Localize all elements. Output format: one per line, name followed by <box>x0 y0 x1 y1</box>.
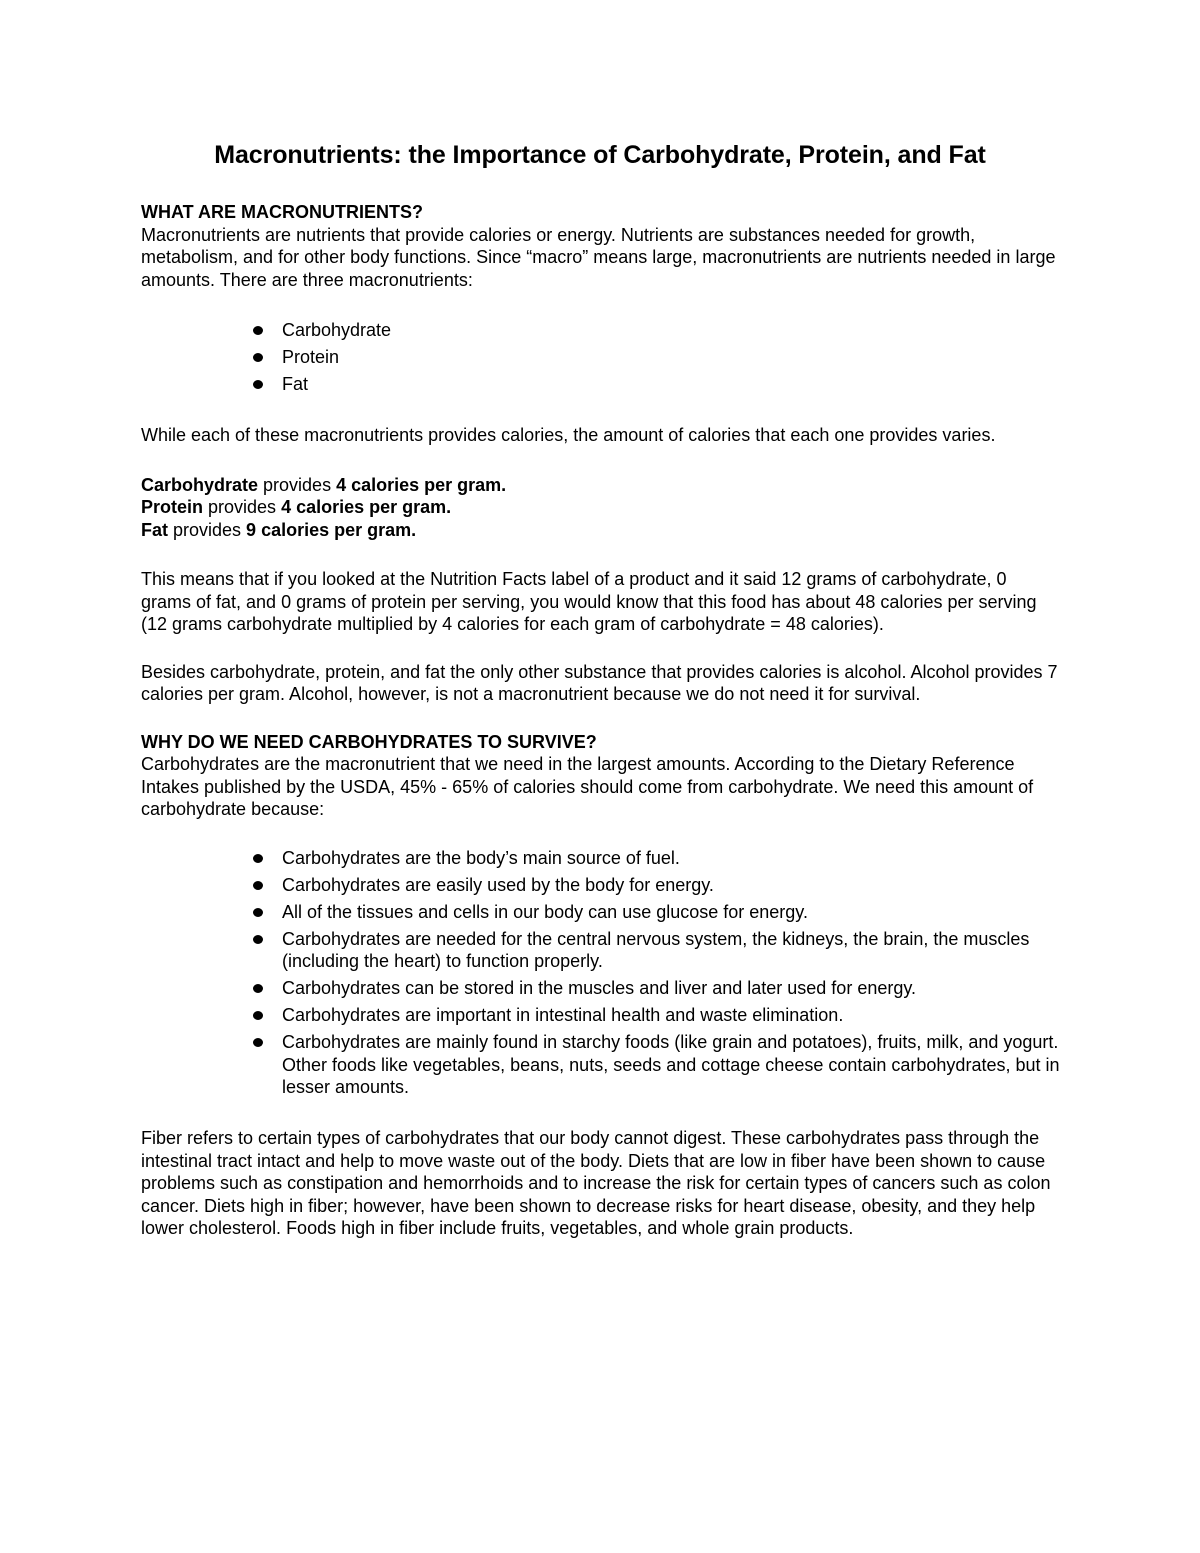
list-item: Protein <box>282 346 1061 369</box>
list-item: All of the tissues and cells in our body can use glucose for energy. <box>282 901 1061 924</box>
bullet-icon <box>253 854 263 863</box>
paragraph-intro: Macronutrients are nutrients that provide calories or energy. Nutrients are substances needed for growth, metabolism, and for other body functions. Since “macro” means large, macronutrients are nutrients needed in large amounts. There are three macronutrients: <box>141 224 1056 290</box>
paragraph-calories-vary: While each of these macronutrients provides calories, the amount of calories that each one provides varies. <box>141 425 996 445</box>
list-item: Fat <box>282 373 1061 396</box>
list-item: Carbohydrates are needed for the central nervous system, the kidneys, the brain, the muscles (including the heart) to function properly. <box>282 928 1061 973</box>
list-item: Carbohydrates can be stored in the muscles and liver and later used for energy. <box>282 977 1061 1000</box>
bullet-icon <box>253 984 263 993</box>
bullet-icon <box>253 1038 263 1047</box>
bullet-icon <box>253 935 263 944</box>
paragraph-fiber: Fiber refers to certain types of carbohydrates that our body cannot digest. These carbohydrates pass through the intestinal tract intact and help to move waste out of the body. Diets that are low in fiber have been shown to cause problems such as constipation and hemorrhoids and to increase the risk for certain types of cancers such as colon cancer. Diets high in fiber; however, have been shown to decrease risks for heart disease, obesity, and they help lower cholesterol. Foods high in fiber include fruits, vegetables, and whole grain products. <box>141 1128 1051 1238</box>
section-heading-carbohydrates: WHY DO WE NEED CARBOHYDRATES TO SURVIVE? <box>141 731 597 752</box>
carbohydrate-reasons-list <box>141 847 1061 1099</box>
list-item: Carbohydrates are important in intestinal health and waste elimination. <box>282 1004 1061 1027</box>
bullet-icon <box>253 326 263 335</box>
section-heading-macronutrients: WHAT ARE MACRONUTRIENTS? <box>141 202 423 222</box>
bullet-icon <box>253 908 263 917</box>
calorie-line-fat: Fat provides 9 calories per gram. <box>141 519 417 540</box>
list-item: Carbohydrates are easily used by the body for energy. <box>282 874 1061 897</box>
document-title: Macronutrients: the Importance of Carbohydrate, Protein, and Fat <box>214 141 986 169</box>
calories-per-gram-block <box>141 474 1061 542</box>
paragraph-nutrition-label-example: This means that if you looked at the Nutrition Facts label of a product and it said 12 grams of carbohydrate, 0 grams of fat, and 0 grams of protein per serving, you would know that this food has about 48 calories per serving (12 grams carbohydrate multiplied by 4 calories for each gram of carbohydrate = 48 calories). <box>141 569 1037 634</box>
bullet-icon <box>253 380 263 389</box>
document-page <box>141 140 1061 1240</box>
macronutrient-list <box>141 319 1061 396</box>
bullet-icon <box>253 1011 263 1020</box>
calorie-line-protein: Protein provides 4 calories per gram. <box>141 497 452 517</box>
paragraph-alcohol: Besides carbohydrate, protein, and fat the only other substance that provides calories is alcohol. Alcohol provides 7 calories per gram. Alcohol, however, is not a macronutrient because we do not need it for survival. <box>141 661 1058 704</box>
list-item: Carbohydrate <box>282 319 1061 342</box>
bullet-icon <box>253 353 263 362</box>
bullet-icon <box>253 881 263 890</box>
list-item: Carbohydrates are the body’s main source of fuel. <box>282 847 1061 870</box>
calorie-line-carbohydrate: Carbohydrate provides 4 calories per gram. <box>141 474 507 495</box>
paragraph-carbohydrates-intro: Carbohydrates are the macronutrient that we need in the largest amounts. According to the Dietary Reference Intakes published by the USDA, 45% - 65% of calories should come from carbohydrate. We need this amount of carbohydrate because: <box>141 754 1034 819</box>
list-item: Carbohydrates are mainly found in starchy foods (like grain and potatoes), fruits, milk, and yogurt. Other foods like vegetables, beans, nuts, seeds and cottage cheese contain carbohydrates, but in lesser amounts. <box>282 1031 1061 1099</box>
